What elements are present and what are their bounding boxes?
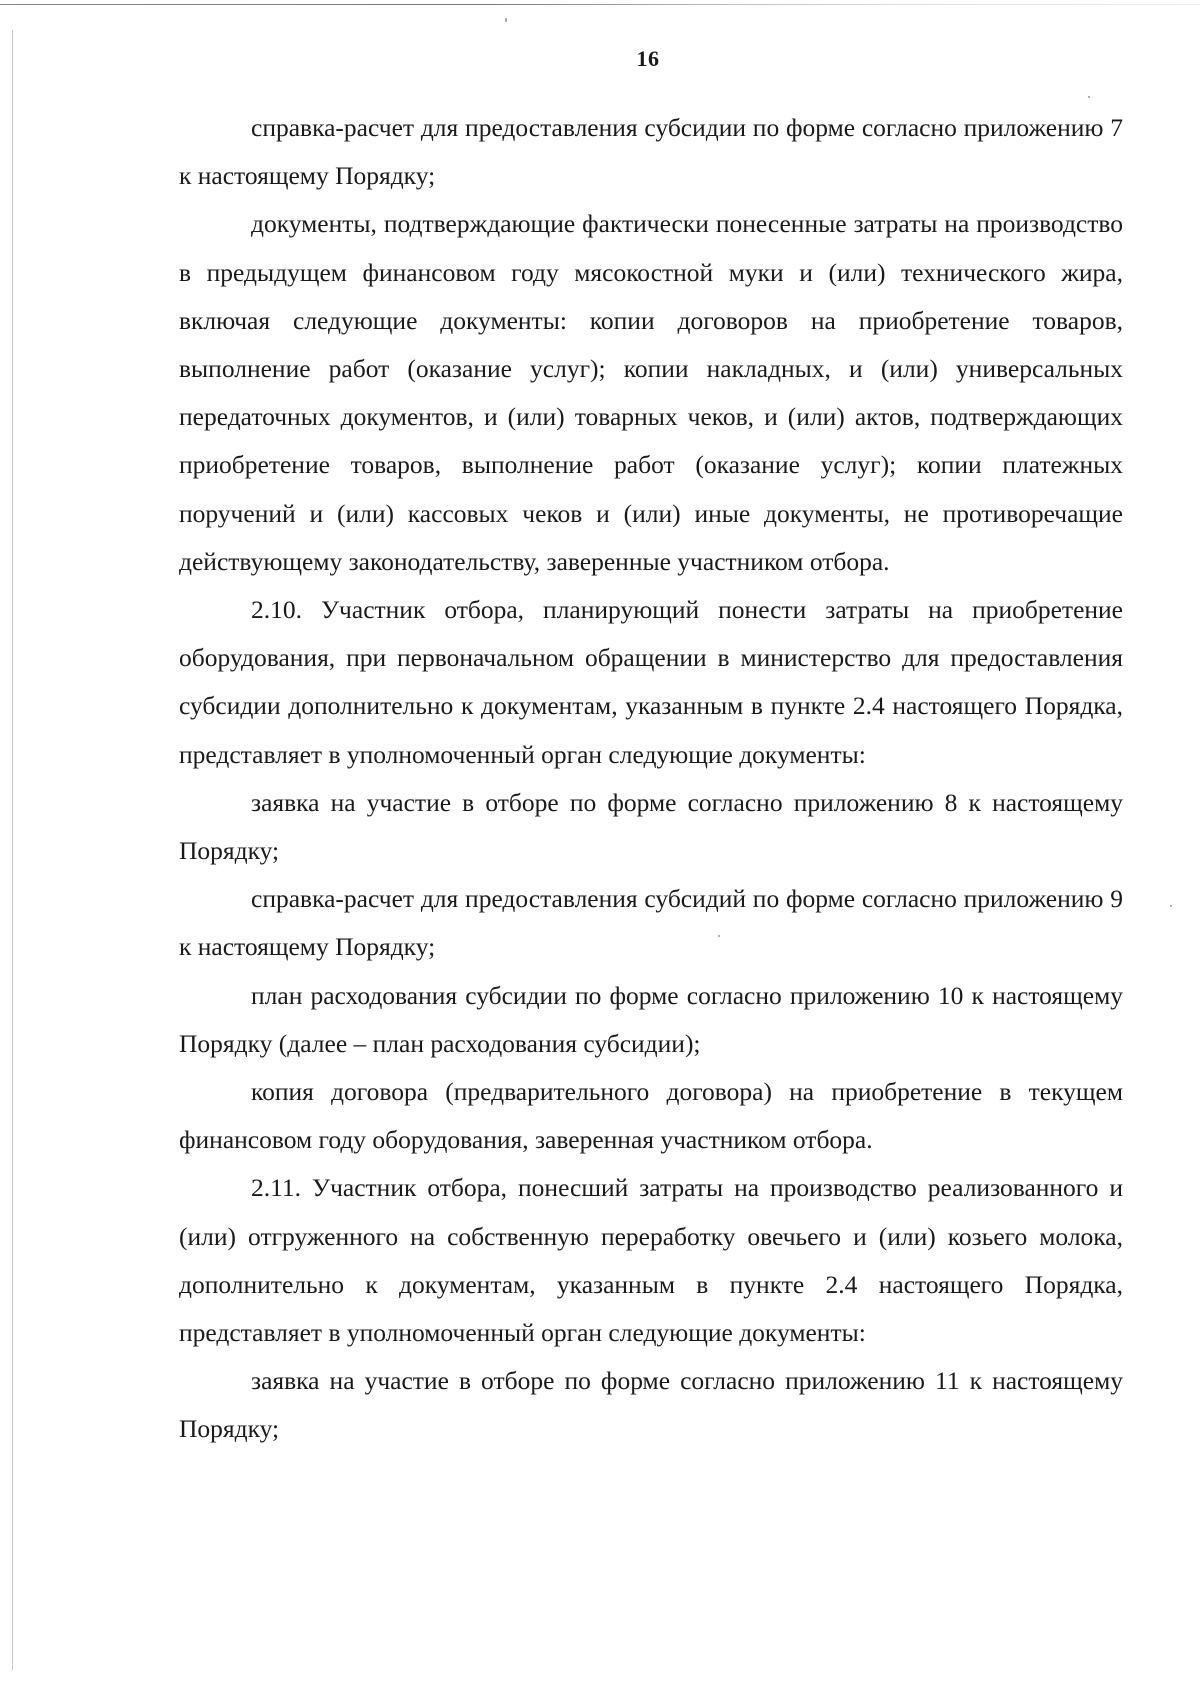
paragraph: 2.11. Участник отбора, понесший затраты на производство реализованного и (или) отгруженного на собственную переработку овечьего и (или) козьего молока, дополнительно к документам, указанным в пункте 2.4 настоящего Порядка, представляет в уполномоченный орган следующие документы: bbox=[179, 1173, 1123, 1348]
paragraph: справка-расчет для предоставления субсидии по форме согласно приложению 7 к настоящему Порядку; bbox=[179, 113, 1123, 191]
scan-speck bbox=[1170, 905, 1172, 907]
paragraph: копия договора (предварительного договора) на приобретение в текущем финансовом году оборудования, заверенная участником отбора. bbox=[179, 1077, 1123, 1155]
scan-speck bbox=[505, 18, 507, 22]
paragraph: заявка на участие в отборе по форме согласно приложению 8 к настоящему Порядку; bbox=[179, 787, 1123, 866]
paragraph: план расходования субсидии по форме согласно приложению 10 к настоящему Порядку (далее – план расходования субсидии); bbox=[179, 980, 1123, 1058]
paragraph: справка-расчет для предоставления субсидий по форме согласно приложению 9 к настоящему Порядку; bbox=[179, 884, 1123, 962]
scan-edge-top bbox=[0, 4, 1200, 5]
paragraph: заявка на участие в отборе по форме согласно приложению 11 к настоящему Порядку; bbox=[179, 1366, 1123, 1444]
page-number: 16 bbox=[636, 46, 660, 71]
paragraph: документы, подтверждающие фактически понесенные затраты на производство в предыдущем финансовом году мясокостной муки и (или) технического жира, включая следующие документы: копии договоров на приобретение товаров, выполнение работ (оказание услуг); копии накладных, и (или) универсальных передаточных документов, и (или) товарных чеков, и (или) актов, подтверждающих приобретение товаров, выполнение работ (оказание услуг); копии платежных поручений и (или) кассовых чеков и (или) иные документы, не противоречащие действующему законодательству, заверенные участником отбора. bbox=[179, 209, 1123, 576]
scan-edge-left bbox=[12, 30, 13, 1670]
paragraph: 2.10. Участник отбора, планирующий понести затраты на приобретение оборудования, при первоначальном обращении в министерство для предоставления субсидии дополнительно к документам, указанным в пункте 2.4 настоящего Порядка, представляет в уполномоченный орган следующие документы: bbox=[179, 595, 1123, 769]
document-body bbox=[179, 104, 1123, 1454]
scan-speck bbox=[1088, 96, 1090, 98]
